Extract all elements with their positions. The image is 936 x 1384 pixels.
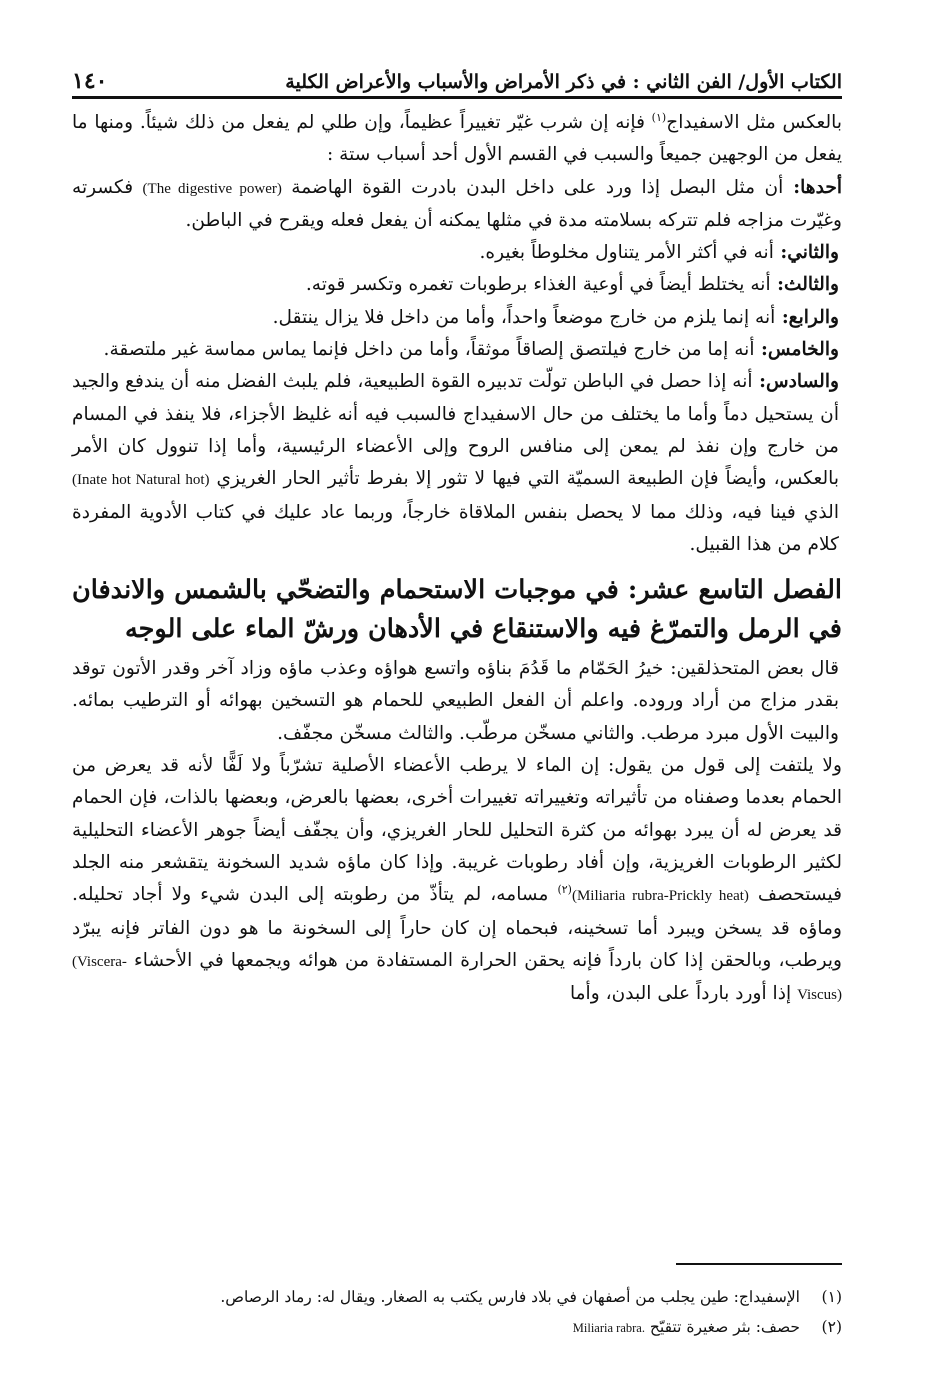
paragraph-text: أنه إذا حصل في الباطن تولّت تدبيره القوة الطبيعية، فلم يلبث الفضل منه أن يندفع والجيد أن يستحيل دماً وأما ما يختلف من حال الاسفيداج فالسبب فيه أنه غليظ الأجزاء، فلا ينفذ في المسام من خارج وإن نفذ لم يمعن إلى منافس الروح وإلى الأعضاء الرئيسية، وأما إذا تنوول كان الأمر بالعكس، وأيضاً فإن الطبيعة السميّة التي فيها لا تثور إلا بفرط تأثير الحار الغريزي (72, 371, 840, 490)
paragraph-text: إذا أورد بارداً على البدن، وأما (569, 983, 798, 1005)
page-number: ١٤٠ (72, 67, 108, 94)
paragraph (72, 366, 842, 561)
paragraph (72, 107, 842, 172)
paragraph-lead: والسادس: (752, 371, 839, 393)
section-heading: الفصل التاسع عشر: في موجبات الاستحمام والتضحّي بالشمس والاندفان في الرمل والتمرّغ فيه والاستنقاع في الأدهان ورشّ الماء على الوجه (72, 575, 842, 645)
paragraph-text: قال بعض المتحذلقين: خيرُ الحَمّام ما قَدُمَ بناؤه واتسع هواؤه وعذب ماؤه وزاد آخر وقدر الأتون توقد بقدر مزاج من أراد وروده. واعلم أن الفعل الطبيعي للحمام هو التسخين بهوائه أو الترطيب بمائه. والبيت الأول مبرد مرطب. والثاني مسخّن مرطّب. والثالث مسخّن مجفّف. (72, 658, 839, 744)
footnote-english-term: Miliaria rabra. (572, 1321, 645, 1335)
paragraph-lead: والثاني: (773, 242, 839, 264)
paragraph-text: فإنه إن شرب غيّر تغييراً عظيماً، وإن طلي لم يفعل من ذلك شيئاً. ومنها ما يفعل من الوجهين جميعاً والسبب في القسم الأول أحد أسباب ستة : (72, 112, 842, 166)
paragraph-text: أنه إما من خارج فيلتصق إلصاقاً موثقاً، وأما من داخل فإنما يماس مماسة غير ملتصقة. (103, 339, 755, 361)
header-rule (72, 96, 842, 99)
paragraph-text: ولا يلتفت إلى قول من يقول: إن الماء لا يرطب الأعضاء الأصلية تشرّباً ولا لَفًّا لأنه قد يعرض من الحمام بعدما وصفناه من تأثيراته وتغييراته تغييرات أخرى، بعضها بالعرض، وبعضها بالذات، فإن الحمام قد يعرض له أن يبرد بهوائه من كثرة التحليل للحار الغريزي، وأن يجفّف أيضاً جوهر الأعضاء التحليلية لكثير الرطوبات الغريزية، وإن أفاد رطوبات غريبة. وإذا كان ماؤه شديد السخونة يتقشعر منه الجلد فيستحصف (72, 755, 843, 906)
paragraph-text: فكسرته وغيّرت مزاجه فلم تتركه بسلامته مدة في مثلها يمكنه أن يفعل فعله ويقرح في الباطن. (72, 176, 842, 231)
footnote (72, 1282, 842, 1312)
paragraph-lead: والثالث: (770, 274, 839, 296)
footnote-mark: (١) (821, 1288, 842, 1306)
paragraph-text: أنه إنما يلزم من خارج موضعاً واحداً، وأما من داخل فلا يزال ينتقل. (272, 306, 776, 328)
paragraph-text: أنه في أكثر الأمر يتناول مخلوطاً بغيره. (479, 242, 774, 264)
paragraph (72, 302, 842, 334)
paragraph (72, 269, 842, 301)
paragraph (72, 334, 842, 366)
paragraph-text: أن مثل البصل إذا ورد على داخل البدن بادرت القوة الهاضمة (281, 176, 784, 198)
footnote-mark: (٢) (821, 1318, 842, 1336)
paragraph-text: أنه يختلط أيضاً في أوعية الغذاء برطوبات تغمره وتكسر قوته. (305, 274, 771, 296)
paragraph (72, 237, 842, 269)
english-term: (Inate hot Natural hot) (72, 472, 210, 489)
paragraph-lead: أحدها: (783, 176, 843, 198)
page-header (72, 50, 842, 94)
paragraph-text: مسامه، لم يتأذّ من رطوبته إلى البدن شيء ولا أجاد تحليله. وماؤه قد يسخن ويبرد أما تسخينه، فبحماه إن كان حاراً إلى السخونة ما هو دون الفاتر فإنه يبرّد ويرطب، وبالحقن إذا كان بارداً فإنه يحقن الحرارة المستفادة من هوائه ويجمعها في الأحشاء (72, 884, 842, 971)
english-term: (Miliaria rubra-Prickly heat) (571, 888, 749, 905)
footnotes (72, 1282, 842, 1343)
footnote (72, 1312, 842, 1343)
book-page (72, 50, 843, 1336)
main-text (72, 107, 842, 1011)
paragraph (72, 172, 842, 238)
footnote-ref: (٢) (557, 883, 572, 897)
paragraph-lead: والرابع: (775, 306, 839, 328)
english-term: (The digestive power) (142, 180, 282, 197)
footnote-ref: (١) (651, 110, 667, 124)
english-term: (Viscera-Viscus) (72, 953, 842, 1004)
paragraph-text: الذي فينا فيه، وذلك مما لا يحصل بنفس الملاقاة خارجاً، وربما عاد عليك في كتاب الأدوية المفردة كلام من هذا القبيل. (72, 501, 839, 555)
paragraph (72, 750, 842, 1011)
paragraph-text: بالعكس مثل الاسفيداج (666, 112, 842, 133)
paragraph-lead: والخامس: (754, 339, 839, 361)
footnote-rule (676, 1263, 842, 1265)
footnote-text: الإسفيداج: طين يجلب من أصفهان في بلاد فارس يكتب به الصغار. ويقال له: رماد الرصاص. (220, 1288, 800, 1306)
footnote-text: حصف: بثر صغيرة تتقيّح (644, 1318, 800, 1336)
paragraph (72, 653, 842, 750)
running-title: الكتاب الأول/ الفن الثاني : في ذكر الأمراض والأسباب والأعراض الكلية (285, 71, 842, 94)
